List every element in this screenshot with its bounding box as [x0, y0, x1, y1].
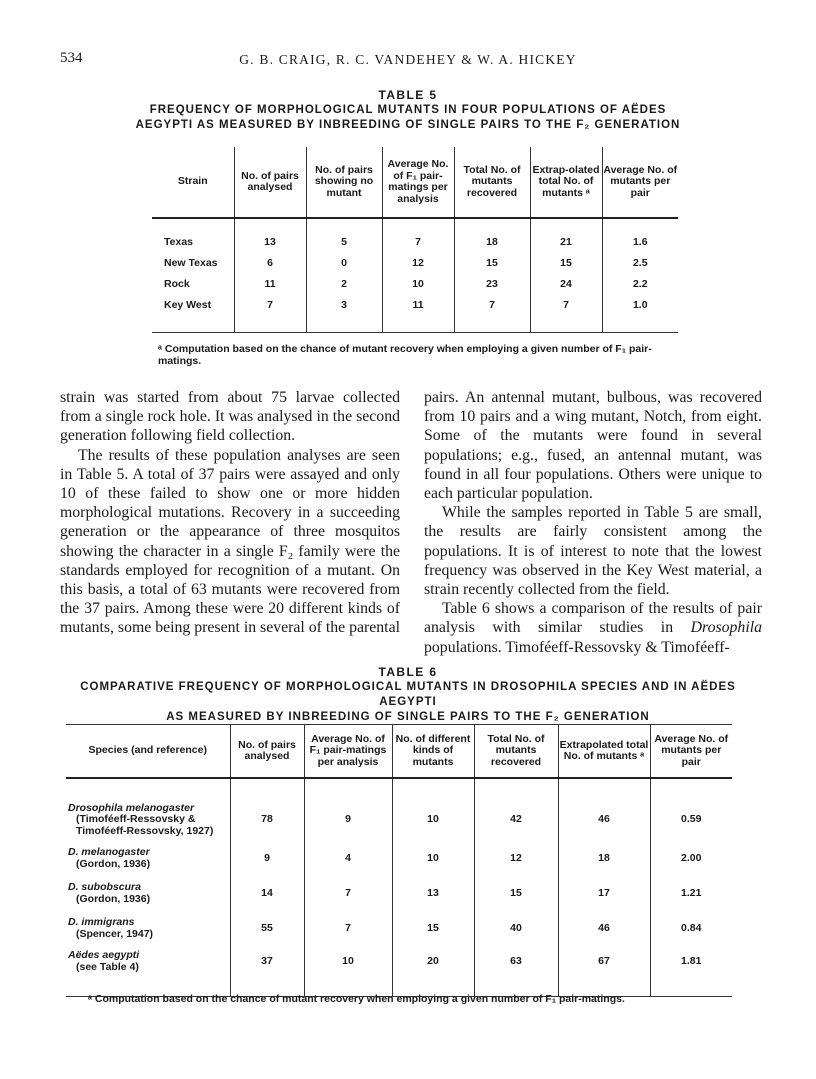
body-paragraph: While the samples reported in Table 5 are small, the results are fairly consistent among the populations. It is of interest to note that the lowest frequency was observed in the Key West material, a strain recently collected from the field. — [424, 504, 762, 599]
table-cell: 3 — [306, 294, 382, 315]
table6-col-pairs: No. of pairs analysed — [230, 725, 304, 779]
body-text: populations. Timoféeff-Ressovsky & Timoféeff- — [424, 638, 730, 656]
body-paragraph: pairs. An antennal mutant, bulbous, was recovered from 10 pairs and a wing mutant, Notch, from eight. Some of the mutants were found in several populations; e.g., fused, an antennal mutant, was found in all four populations. Others were unique to each particular population. — [424, 389, 762, 503]
table6-species: D. melanogaster — [68, 846, 150, 858]
table6-caption — [60, 665, 756, 725]
table-cell: 24 — [530, 273, 602, 294]
table6-reference: (Gordon, 1936) — [76, 892, 151, 905]
table5-label: TABLE 5 — [378, 88, 438, 102]
table6-species-cell — [66, 799, 230, 841]
table-row — [66, 911, 732, 946]
table-cell: 15 — [530, 252, 602, 273]
table-cell: 1.81 — [650, 946, 732, 996]
table5-col-no-mutant: No. of pairs showing no mutant — [306, 147, 382, 218]
table5 — [152, 147, 678, 333]
table6-col-extrap: Extrapolated total No. of mutants ᵃ — [558, 725, 650, 779]
table5-footnote: ᵃ Computation based on the chance of mutant recovery when employing a given number of F₁ pair-matings. — [158, 343, 652, 367]
table-cell: 13 — [392, 876, 474, 911]
table-cell: 15 — [454, 252, 530, 273]
table-row — [152, 294, 678, 315]
table5-strain: New Texas — [164, 256, 218, 269]
table6-reference: (Timoféeff-Ressovsky & — [76, 813, 196, 826]
table-cell: 7 — [234, 294, 306, 315]
table6-header-row — [66, 725, 732, 779]
table-cell: 37 — [230, 946, 304, 996]
table6-reference: Timoféeff-Ressovsky, 1927) — [76, 824, 214, 837]
table-cell: 1.6 — [602, 231, 678, 252]
table-row — [66, 946, 732, 996]
table-cell: 11 — [382, 294, 454, 315]
table-cell: 13 — [234, 231, 306, 252]
table6-species-cell — [66, 841, 230, 876]
table5-header-row — [152, 147, 678, 218]
table6-col-avg-matings: Average No. of F₁ pair-matings per analysis — [304, 725, 392, 779]
table-row — [152, 252, 678, 273]
table6-label: TABLE 6 — [378, 665, 438, 679]
body-paragraph: The results of these population analyses are seen in Table 5. A total of 37 pairs were assayed and only 10 of these failed to show one or more hidden morphological mutations. Recovery in a succeeding generation or the appearance of three mosquitos showing the character in a single F₂ family were the standards employed for recognition of a mutant. On this basis, a total of 63 mutants were recovered from the 37 pairs. Among these were 20 different kinds of mutants, some being present in several of the parental — [60, 446, 400, 637]
table-row — [66, 876, 732, 911]
table-cell: 0.59 — [650, 799, 732, 841]
table-cell: 7 — [382, 231, 454, 252]
table6-col-kinds: No. of different kinds of mutants — [392, 725, 474, 779]
table6-species: Aëdes aegypti — [68, 949, 140, 961]
table-cell: 7 — [304, 911, 392, 946]
table6-species: D. subobscura — [68, 881, 141, 893]
table-cell: 0 — [306, 252, 382, 273]
table-cell: 5 — [306, 231, 382, 252]
table5-strain: Texas — [164, 235, 193, 248]
table6-col-avg-per-pair: Average No. of mutants per pair — [650, 725, 732, 779]
table-cell: 10 — [392, 799, 474, 841]
body-left-column — [60, 388, 400, 638]
table5-col-strain: Strain — [152, 147, 234, 218]
table-cell: 2 — [306, 273, 382, 294]
table-cell: 4 — [304, 841, 392, 876]
table-cell: 15 — [392, 911, 474, 946]
table5-caption-line2: AEGYPTI AS MEASURED BY INBREEDING OF SINGLE PAIRS TO THE F₂ GENERATION — [135, 119, 681, 131]
table6-reference: (Spencer, 1947) — [76, 927, 154, 940]
table-cell: 2.00 — [650, 841, 732, 876]
table-cell: 18 — [558, 841, 650, 876]
table-cell: 55 — [230, 911, 304, 946]
body-text-italic: Drosophila — [690, 619, 762, 637]
table5-col-total: Total No. of mutants recovered — [454, 147, 530, 218]
table-cell: 7 — [304, 876, 392, 911]
table-cell: 14 — [230, 876, 304, 911]
table-cell: 7 — [454, 294, 530, 315]
table-cell: 20 — [392, 946, 474, 996]
table-cell: 67 — [558, 946, 650, 996]
table6-col-species: Species (and reference) — [66, 725, 230, 779]
body-paragraph — [424, 599, 762, 657]
table6-reference: (Gordon, 1936) — [76, 857, 151, 870]
table-cell: 46 — [558, 911, 650, 946]
table6 — [66, 724, 732, 997]
table5-caption-line1: FREQUENCY OF MORPHOLOGICAL MUTANTS IN FOUR POPULATIONS OF AËDES — [149, 104, 667, 116]
table5-col-pairs: No. of pairs analysed — [234, 147, 306, 218]
table6-species: Drosophila melanogaster — [68, 801, 195, 814]
table5-strain: Rock — [164, 277, 190, 290]
table-cell: 12 — [474, 841, 558, 876]
table-cell: 23 — [454, 273, 530, 294]
table-cell: 6 — [234, 252, 306, 273]
table5-col-avg-matings: Average No. of F₁ pair-matings per analysis — [382, 147, 454, 218]
table6-species-cell — [66, 911, 230, 946]
table-row — [152, 231, 678, 252]
table6-species: D. immigrans — [68, 916, 135, 928]
running-head-authors: G. B. CRAIG, R. C. VANDEHEY & W. A. HICKEY — [239, 52, 577, 67]
table-cell: 9 — [304, 799, 392, 841]
table-cell: 63 — [474, 946, 558, 996]
table-cell: 1.21 — [650, 876, 732, 911]
table-row — [152, 273, 678, 294]
table6-col-total: Total No. of mutants recovered — [474, 725, 558, 779]
table6-reference: (see Table 4) — [76, 960, 139, 973]
table-cell: 9 — [230, 841, 304, 876]
table-cell: 42 — [474, 799, 558, 841]
table6-species-cell — [66, 876, 230, 911]
table-cell: 78 — [230, 799, 304, 841]
table-cell: 7 — [530, 294, 602, 315]
table6-species-cell — [66, 946, 230, 996]
table6-caption-line2: AS MEASURED BY INBREEDING OF SINGLE PAIRS TO THE F₂ GENERATION — [166, 711, 650, 723]
table6-caption-line1: COMPARATIVE FREQUENCY OF MORPHOLOGICAL MUTANTS IN DROSOPHILA SPECIES AND IN AËDES AEGYPTI — [80, 681, 736, 708]
page-number: 534 — [60, 50, 83, 66]
table-cell: 10 — [304, 946, 392, 996]
table5-col-extrap: Extrap-olated total No. of mutants ᵃ — [530, 147, 602, 218]
table-cell: 21 — [530, 231, 602, 252]
body-paragraph: strain was started from about 75 larvae collected from a single rock hole. It was analysed in the second generation following field collection. — [60, 389, 400, 445]
table-cell: 2.5 — [602, 252, 678, 273]
table6-footnote: ᵃ Computation based on the chance of mutant recovery when employing a given number of F₁ pair-matings. — [88, 993, 625, 1005]
body-text: Table 6 shows a comparison of the results of pair analysis with similar studies in — [424, 600, 762, 637]
table-cell: 40 — [474, 911, 558, 946]
table-cell: 12 — [382, 252, 454, 273]
table-row — [66, 799, 732, 841]
table-cell: 46 — [558, 799, 650, 841]
table5-caption — [60, 88, 756, 133]
table-cell: 15 — [474, 876, 558, 911]
table5-strain: Key West — [164, 298, 212, 311]
table-cell: 0.84 — [650, 911, 732, 946]
table-cell: 10 — [382, 273, 454, 294]
body-right-column — [424, 388, 762, 657]
table-row — [66, 841, 732, 876]
table5-col-avg-per-pair: Average No. of mutants per pair — [602, 147, 678, 218]
table-cell: 10 — [392, 841, 474, 876]
table-cell: 1.0 — [602, 294, 678, 315]
table-cell: 2.2 — [602, 273, 678, 294]
table-cell: 17 — [558, 876, 650, 911]
table-cell: 11 — [234, 273, 306, 294]
table-cell: 18 — [454, 231, 530, 252]
